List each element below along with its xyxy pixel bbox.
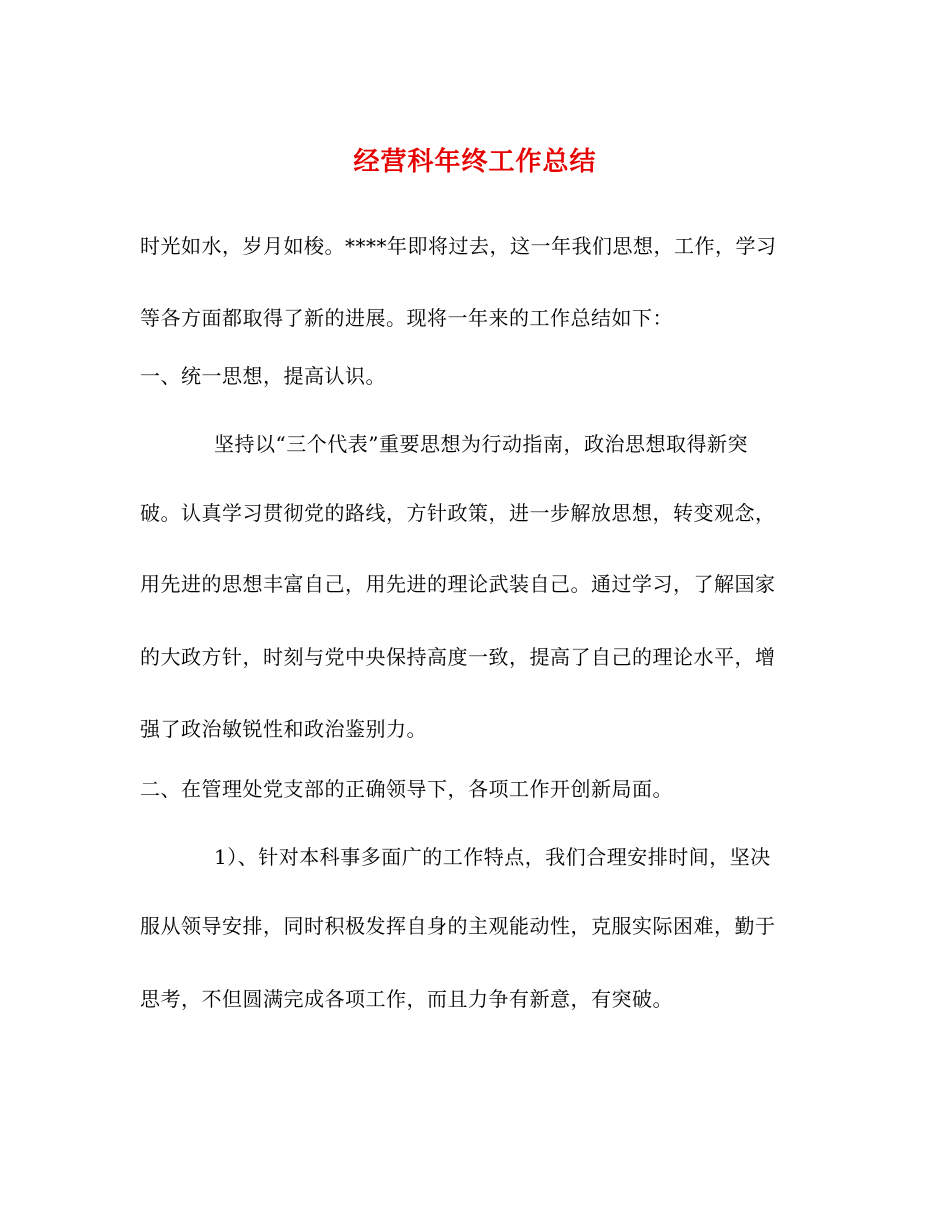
paragraph-line: 等各方面都取得了新的进展。现将一年来的工作总结如下： (140, 306, 673, 330)
paragraph-line: 的大政方针，时刻与党中央保持高度一致，提高了自己的理论水平，增 (140, 645, 776, 669)
document-title: 经营科年终工作总结 (353, 147, 597, 177)
paragraph-line: 用先进的思想丰富自己，用先进的理论武装自己。通过学习，了解国家 (140, 572, 776, 596)
paragraph-line: 思考，不但圆满完成各项工作，而且力争有新意，有突破。 (140, 987, 673, 1011)
paragraph-line: 坚持以“三个代表”重要思想为行动指南，政治思想取得新突 (214, 432, 748, 456)
paragraph-line: 破。认真学习贯彻党的路线，方针政策，进一步解放思想，转变观念， (140, 501, 776, 525)
section-heading: 一、统一思想，提高认识。 (140, 364, 386, 388)
section-heading: 二、在管理处党支部的正确领导下，各项工作开创新局面。 (140, 777, 673, 801)
paragraph-line: 服从领导安排，同时积极发挥自身的主观能动性，克服实际困难，勤于 (140, 914, 776, 938)
paragraph-line: 时光如水，岁月如梭。****年即将过去，这一年我们思想，工作，学习 (140, 234, 777, 258)
paragraph-line: 强了政治敏锐性和政治鉴别力。 (140, 717, 427, 741)
paragraph-line: 1）、针对本科事多面广的工作特点，我们合理安排时间，坚决 (214, 845, 771, 869)
